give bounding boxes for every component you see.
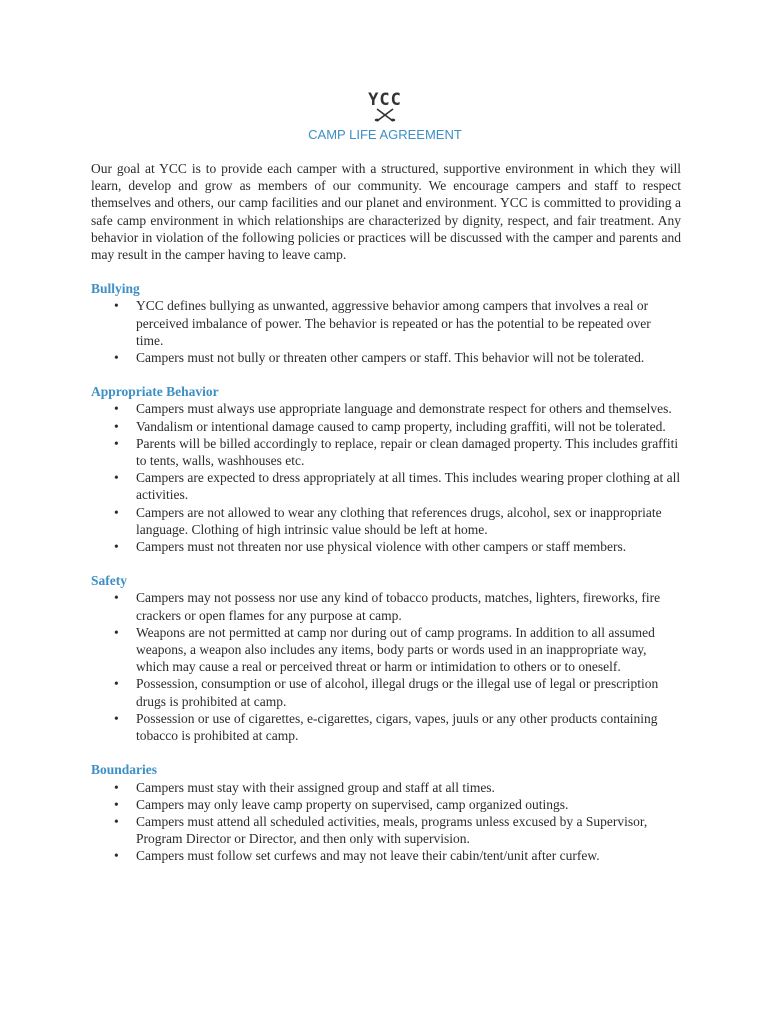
section-appropriate-behavior (91, 383, 681, 555)
list-item: • Campers are expected to dress appropriately at all times. This includes wearing proper clothing at all activities. (136, 469, 681, 503)
section-heading: Safety (91, 573, 127, 589)
bullet-list (91, 589, 681, 744)
list-item: • Campers must stay with their assigned group and staff at all times. (136, 779, 681, 796)
list-item: • Campers are not allowed to wear any clothing that references drugs, alcohol, sex or inappropriate language. Clothing of high intrinsic value should be left at home. (136, 504, 681, 538)
list-item: • Parents will be billed accordingly to replace, repair or clean damaged property. This includes graffiti to tents, walls, washhouses etc. (136, 435, 681, 469)
list-item: • Campers may not possess nor use any kind of tobacco products, matches, lighters, fireworks, fire crackers or open flames for any purpose at camp. (136, 589, 681, 623)
section-bullying (91, 280, 681, 366)
list-item: • Possession, consumption or use of alcohol, illegal drugs or the illegal use of legal or prescription drugs is prohibited at camp. (136, 675, 681, 709)
bullet-list (91, 297, 681, 366)
ycc-logo (0, 90, 770, 122)
list-item: • Possession or use of cigarettes, e-cigarettes, cigars, vapes, juuls or any other products containing tobacco is prohibited at camp. (136, 710, 681, 744)
section-heading: Appropriate Behavior (91, 384, 219, 400)
bullet-list (91, 400, 681, 555)
list-item: • Campers must not threaten nor use physical violence with other campers or staff members. (136, 538, 681, 555)
list-item: • Campers must follow set curfews and may not leave their cabin/tent/unit after curfew. (136, 847, 681, 864)
section-safety (91, 572, 681, 744)
list-item: • Vandalism or intentional damage caused to camp property, including graffiti, will not be tolerated. (136, 418, 681, 435)
list-item: • Weapons are not permitted at camp nor during out of camp programs. In addition to all assumed weapons, a weapon also includes any items, body parts or words used in an inappropriate way, which may cause a real or perceived threat or harm or intimidation to others or to oneself. (136, 624, 681, 676)
logo-text: YCC (368, 90, 402, 110)
document-title: CAMP LIFE AGREEMENT (308, 127, 462, 142)
intro-paragraph: Our goal at YCC is to provide each camper with a structured, supportive environment in which they will learn, develop and grow as members of our community. We encourage campers and staff to respect themselves and others, our camp facilities and our planet and environment. YCC is committed to providing a safe camp environment in which relationships are characterized by dignity, respect, and fair treatment. Any behavior in violation of the following policies or practices will be discussed with the camper and parents and may result in the camper having to leave camp. (91, 161, 681, 263)
document-body (91, 160, 681, 865)
bullet-list (91, 779, 681, 865)
section-heading: Boundaries (91, 762, 158, 778)
list-item: • Campers must attend all scheduled activities, meals, programs unless excused by a Supervisor, Program Director or Director, and then only with supervision. (136, 813, 681, 847)
list-item: • YCC defines bullying as unwanted, aggressive behavior among campers that involves a real or perceived imbalance of power. The behavior is repeated or has the potential to be repeated over time. (136, 297, 681, 349)
list-item: • Campers may only leave camp property on supervised, camp organized outings. (136, 796, 681, 813)
crossed-paddles-icon (374, 108, 396, 122)
list-item: • Campers must not bully or threaten other campers or staff. This behavior will not be tolerated. (136, 349, 681, 366)
section-heading: Bullying (91, 281, 140, 297)
list-item: • Campers must always use appropriate language and demonstrate respect for others and themselves. (136, 400, 681, 417)
section-boundaries (91, 761, 681, 864)
